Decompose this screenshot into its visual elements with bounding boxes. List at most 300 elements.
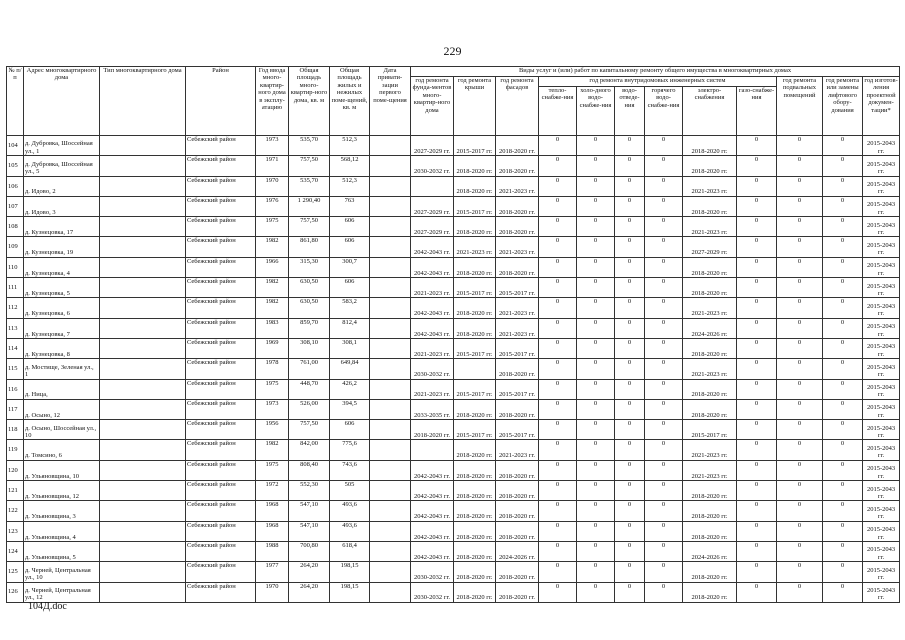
row-electricity: 2018-2020 гг.: [683, 501, 737, 521]
row-elevator: 0: [823, 359, 863, 379]
row-privatization: [370, 156, 411, 176]
row-cold-water: 0: [577, 278, 615, 298]
row-foundation: 2042-2043 гг.: [411, 257, 454, 277]
row-living-area: 583,2: [330, 298, 370, 318]
row-type: [100, 237, 186, 257]
row-foundation: 2027-2029 гг.: [411, 136, 454, 156]
row-total-area: 761,00: [289, 359, 330, 379]
row-facade: 2018-2020 гг.: [496, 136, 539, 156]
row-gas: 0: [737, 338, 777, 358]
row-total-area: 535,70: [289, 136, 330, 156]
row-district: Себежский район: [186, 298, 256, 318]
row-roof: 2018-2020 гг.: [454, 318, 496, 338]
row-elevator: 0: [823, 399, 863, 419]
row-living-area: 606: [330, 420, 370, 440]
row-facade: 2015-2017 гг.: [496, 278, 539, 298]
row-district: Себежский район: [186, 176, 256, 196]
row-basement: 0: [777, 440, 823, 460]
row-elevator: 0: [823, 278, 863, 298]
row-elevator: 0: [823, 298, 863, 318]
row-district: Себежский район: [186, 359, 256, 379]
row-project-docs: 2015-2043 гг.: [863, 440, 900, 460]
row-project-docs: 2015-2043 гг.: [863, 176, 900, 196]
row-year-built: 1975: [256, 460, 289, 480]
row-drainage: 0: [615, 399, 645, 419]
row-basement: 0: [777, 501, 823, 521]
row-type: [100, 562, 186, 582]
header-num: № п/п: [7, 67, 24, 136]
row-number: 109: [7, 237, 24, 257]
row-drainage: 0: [615, 298, 645, 318]
row-address: д. Идово, 2: [24, 176, 100, 196]
row-drainage: 0: [615, 217, 645, 237]
row-electricity: 2027-2029 гг.: [683, 237, 737, 257]
row-facade: 2015-2017 гг.: [496, 420, 539, 440]
row-year-built: 1971: [256, 156, 289, 176]
row-elevator: 0: [823, 257, 863, 277]
row-gas: 0: [737, 521, 777, 541]
row-hot-water: 0: [645, 237, 683, 257]
table-row: [7, 562, 900, 582]
row-heat: 0: [539, 298, 577, 318]
row-heat: 0: [539, 440, 577, 460]
table-row: [7, 156, 900, 176]
row-cold-water: 0: [577, 541, 615, 561]
row-number: 122: [7, 501, 24, 521]
row-foundation: 2021-2023 гг.: [411, 338, 454, 358]
row-type: [100, 582, 186, 602]
page-number: 229: [443, 44, 462, 58]
row-elevator: 0: [823, 156, 863, 176]
row-project-docs: 2015-2043 гг.: [863, 338, 900, 358]
row-address: д. Кузнецовка, 5: [24, 278, 100, 298]
row-privatization: [370, 481, 411, 501]
row-living-area: 505: [330, 481, 370, 501]
row-district: Себежский район: [186, 541, 256, 561]
row-year-built: 1976: [256, 196, 289, 216]
row-district: Себежский район: [186, 136, 256, 156]
row-address: д. Кузнецовка, 17: [24, 217, 100, 237]
row-total-area: 700,80: [289, 541, 330, 561]
row-foundation: 2027-2029 гг.: [411, 196, 454, 216]
row-heat: 0: [539, 521, 577, 541]
row-living-area: 606: [330, 278, 370, 298]
row-year-built: 1970: [256, 582, 289, 602]
row-basement: 0: [777, 359, 823, 379]
row-roof: 2018-2020 гг.: [454, 460, 496, 480]
row-basement: 0: [777, 399, 823, 419]
row-district: Себежский район: [186, 521, 256, 541]
row-foundation: 2042-2043 гг.: [411, 521, 454, 541]
row-basement: 0: [777, 338, 823, 358]
row-gas: 0: [737, 217, 777, 237]
row-living-area: 426,2: [330, 379, 370, 399]
row-gas: 0: [737, 278, 777, 298]
row-basement: 0: [777, 318, 823, 338]
row-total-area: 535,70: [289, 176, 330, 196]
row-roof: 2021-2023 гг.: [454, 237, 496, 257]
row-number: 105: [7, 156, 24, 176]
row-cold-water: 0: [577, 176, 615, 196]
row-total-area: 315,30: [289, 257, 330, 277]
row-facade: 2021-2023 гг.: [496, 237, 539, 257]
row-hot-water: 0: [645, 440, 683, 460]
row-cold-water: 0: [577, 420, 615, 440]
header-privatization: Дата привати-зации первого поме-щения: [370, 67, 411, 136]
header-basement: год ремонта подвальных помещений: [777, 77, 823, 136]
header-drainage: водо-отведе-ния: [615, 87, 645, 136]
row-district: Себежский район: [186, 338, 256, 358]
row-type: [100, 298, 186, 318]
row-drainage: 0: [615, 460, 645, 480]
row-foundation: 2030-2032 гг.: [411, 582, 454, 602]
row-district: Себежский район: [186, 156, 256, 176]
row-facade: 2021-2023 гг.: [496, 318, 539, 338]
row-cold-water: 0: [577, 399, 615, 419]
row-roof: 2015-2017 гг.: [454, 420, 496, 440]
row-roof: 2018-2020 гг.: [454, 156, 496, 176]
table-row: [7, 176, 900, 196]
row-electricity: 2018-2020 гг.: [683, 562, 737, 582]
row-type: [100, 176, 186, 196]
row-elevator: 0: [823, 501, 863, 521]
row-type: [100, 420, 186, 440]
row-roof: [454, 359, 496, 379]
row-living-area: 394,5: [330, 399, 370, 419]
row-basement: 0: [777, 481, 823, 501]
header-hot-water: горячего водо-снабже-ния: [645, 87, 683, 136]
row-drainage: 0: [615, 257, 645, 277]
row-project-docs: 2015-2043 гг.: [863, 521, 900, 541]
row-drainage: 0: [615, 136, 645, 156]
row-roof: 2015-2017 гг.: [454, 379, 496, 399]
row-hot-water: 0: [645, 521, 683, 541]
row-project-docs: 2015-2043 гг.: [863, 156, 900, 176]
row-privatization: [370, 176, 411, 196]
row-privatization: [370, 399, 411, 419]
table-row: [7, 237, 900, 257]
row-living-area: 775,6: [330, 440, 370, 460]
row-total-area: 1 290,40: [289, 196, 330, 216]
row-year-built: 1972: [256, 481, 289, 501]
row-year-built: 1973: [256, 399, 289, 419]
row-cold-water: 0: [577, 501, 615, 521]
row-type: [100, 217, 186, 237]
row-living-area: 512,3: [330, 176, 370, 196]
row-roof: 2015-2017 гг.: [454, 278, 496, 298]
row-privatization: [370, 237, 411, 257]
row-elevator: 0: [823, 521, 863, 541]
row-number: 124: [7, 541, 24, 561]
row-facade: 2024-2026 гг.: [496, 541, 539, 561]
row-heat: 0: [539, 136, 577, 156]
row-year-built: 1968: [256, 501, 289, 521]
row-heat: 0: [539, 481, 577, 501]
row-basement: 0: [777, 420, 823, 440]
row-address: д. Осыно, 12: [24, 399, 100, 419]
row-cold-water: 0: [577, 562, 615, 582]
row-electricity: 2018-2020 гг.: [683, 278, 737, 298]
row-address: д. Ульяновщина, 12: [24, 481, 100, 501]
row-total-area: 757,50: [289, 156, 330, 176]
row-type: [100, 359, 186, 379]
row-facade: 2018-2020 гг.: [496, 582, 539, 602]
row-electricity: 2018-2020 гг.: [683, 481, 737, 501]
row-address: д. Кузнецовка, 6: [24, 298, 100, 318]
row-year-built: 1978: [256, 359, 289, 379]
row-foundation: 2042-2043 гг.: [411, 298, 454, 318]
row-district: Себежский район: [186, 217, 256, 237]
row-heat: 0: [539, 501, 577, 521]
row-privatization: [370, 541, 411, 561]
row-year-built: 1956: [256, 420, 289, 440]
footer-filename: 104Д.doc: [28, 601, 67, 612]
row-gas: 0: [737, 136, 777, 156]
row-number: 116: [7, 379, 24, 399]
table-row: [7, 318, 900, 338]
row-hot-water: 0: [645, 481, 683, 501]
row-year-built: 1968: [256, 521, 289, 541]
row-roof: 2015-2017 гг.: [454, 136, 496, 156]
row-year-built: 1982: [256, 440, 289, 460]
row-project-docs: 2015-2043 гг.: [863, 257, 900, 277]
row-hot-water: 0: [645, 541, 683, 561]
row-number: 120: [7, 460, 24, 480]
row-living-area: 198,15: [330, 562, 370, 582]
row-heat: 0: [539, 379, 577, 399]
row-district: Себежский район: [186, 460, 256, 480]
row-total-area: 757,50: [289, 420, 330, 440]
row-elevator: 0: [823, 379, 863, 399]
row-address: д. Дубровка, Шоссейная ул., 1: [24, 136, 100, 156]
row-type: [100, 156, 186, 176]
row-drainage: 0: [615, 318, 645, 338]
row-basement: 0: [777, 562, 823, 582]
row-foundation: 2042-2043 гг.: [411, 481, 454, 501]
row-cold-water: 0: [577, 460, 615, 480]
header-electricity: электро-снабжения: [683, 87, 737, 136]
row-project-docs: 2015-2043 гг.: [863, 420, 900, 440]
row-type: [100, 379, 186, 399]
row-number: 104: [7, 136, 24, 156]
row-cold-water: 0: [577, 257, 615, 277]
header-roof: год ремонта крыши: [454, 77, 496, 136]
row-project-docs: 2015-2043 гг.: [863, 136, 900, 156]
row-address: д. Мостище, Зеленая ул., 1: [24, 359, 100, 379]
row-privatization: [370, 582, 411, 602]
row-hot-water: 0: [645, 399, 683, 419]
row-hot-water: 0: [645, 460, 683, 480]
row-privatization: [370, 257, 411, 277]
row-gas: 0: [737, 501, 777, 521]
row-gas: 0: [737, 298, 777, 318]
row-basement: 0: [777, 237, 823, 257]
row-electricity: 2015-2017 гг.: [683, 420, 737, 440]
row-gas: 0: [737, 440, 777, 460]
table-row: [7, 338, 900, 358]
row-total-area: 859,70: [289, 318, 330, 338]
row-drainage: 0: [615, 481, 645, 501]
row-privatization: [370, 460, 411, 480]
row-total-area: 308,10: [289, 338, 330, 358]
row-gas: 0: [737, 460, 777, 480]
row-electricity: 2021-2023 гг.: [683, 440, 737, 460]
row-privatization: [370, 217, 411, 237]
row-cold-water: 0: [577, 359, 615, 379]
row-basement: 0: [777, 136, 823, 156]
row-elevator: 0: [823, 541, 863, 561]
row-year-built: 1970: [256, 176, 289, 196]
row-drainage: 0: [615, 338, 645, 358]
row-heat: 0: [539, 582, 577, 602]
row-elevator: 0: [823, 562, 863, 582]
row-year-built: 1973: [256, 136, 289, 156]
row-address: д. Идово, 3: [24, 196, 100, 216]
table-row: [7, 257, 900, 277]
row-drainage: 0: [615, 562, 645, 582]
row-gas: 0: [737, 562, 777, 582]
row-number: 117: [7, 399, 24, 419]
row-hot-water: 0: [645, 582, 683, 602]
row-gas: 0: [737, 582, 777, 602]
row-total-area: 264,20: [289, 562, 330, 582]
row-electricity: 2018-2020 гг.: [683, 196, 737, 216]
row-electricity: 2021-2023 гг.: [683, 460, 737, 480]
capital-repair-table: [6, 66, 900, 603]
row-heat: 0: [539, 176, 577, 196]
row-basement: 0: [777, 582, 823, 602]
row-project-docs: 2015-2043 гг.: [863, 399, 900, 419]
row-project-docs: 2015-2043 гг.: [863, 217, 900, 237]
row-elevator: 0: [823, 176, 863, 196]
row-gas: 0: [737, 481, 777, 501]
row-heat: 0: [539, 196, 577, 216]
row-total-area: 526,00: [289, 399, 330, 419]
row-cold-water: 0: [577, 521, 615, 541]
row-heat: 0: [539, 257, 577, 277]
row-address: д. Ульяновщина, 5: [24, 541, 100, 561]
table-row: [7, 521, 900, 541]
row-electricity: 2021-2023 гг.: [683, 176, 737, 196]
row-basement: 0: [777, 196, 823, 216]
row-drainage: 0: [615, 521, 645, 541]
row-hot-water: 0: [645, 562, 683, 582]
row-foundation: [411, 176, 454, 196]
row-facade: 2018-2020 гг.: [496, 481, 539, 501]
row-type: [100, 278, 186, 298]
row-year-built: 1988: [256, 541, 289, 561]
row-elevator: 0: [823, 338, 863, 358]
row-heat: 0: [539, 156, 577, 176]
row-living-area: 568,12: [330, 156, 370, 176]
row-address: д. Ница,: [24, 379, 100, 399]
row-type: [100, 481, 186, 501]
header-elevator: год ремонта или замены лифтового обору-дования: [823, 77, 863, 136]
row-electricity: 2018-2020 гг.: [683, 379, 737, 399]
row-district: Себежский район: [186, 501, 256, 521]
row-electricity: 2018-2020 гг.: [683, 521, 737, 541]
row-project-docs: 2015-2043 гг.: [863, 501, 900, 521]
header-address: Адрес многоквартирного дома: [24, 67, 100, 136]
row-hot-water: 0: [645, 318, 683, 338]
row-address: д. Кузнецовка, 19: [24, 237, 100, 257]
row-electricity: 2021-2023 гг.: [683, 217, 737, 237]
row-electricity: 2024-2026 гг.: [683, 318, 737, 338]
row-hot-water: 0: [645, 156, 683, 176]
row-hot-water: 0: [645, 379, 683, 399]
row-roof: 2018-2020 гг.: [454, 562, 496, 582]
row-electricity: 2018-2020 гг.: [683, 257, 737, 277]
row-roof: 2018-2020 гг.: [454, 541, 496, 561]
row-total-area: 547,10: [289, 521, 330, 541]
row-roof: 2018-2020 гг.: [454, 501, 496, 521]
row-living-area: 198,15: [330, 582, 370, 602]
row-address: д. Ульяновщина, 4: [24, 521, 100, 541]
row-privatization: [370, 338, 411, 358]
row-facade: 2021-2023 гг.: [496, 298, 539, 318]
row-electricity: 2018-2020 гг.: [683, 156, 737, 176]
row-drainage: 0: [615, 420, 645, 440]
row-number: 111: [7, 278, 24, 298]
row-heat: 0: [539, 541, 577, 561]
table-row: [7, 359, 900, 379]
row-basement: 0: [777, 379, 823, 399]
row-roof: 2015-2017 гг.: [454, 196, 496, 216]
row-total-area: 630,50: [289, 298, 330, 318]
header-gas: газо-снабже-ния: [737, 87, 777, 136]
row-basement: 0: [777, 521, 823, 541]
table-row: [7, 541, 900, 561]
row-cold-water: 0: [577, 298, 615, 318]
row-district: Себежский район: [186, 196, 256, 216]
row-year-built: 1977: [256, 562, 289, 582]
row-privatization: [370, 521, 411, 541]
row-gas: 0: [737, 541, 777, 561]
row-facade: 2018-2020 гг.: [496, 257, 539, 277]
row-total-area: 808,40: [289, 460, 330, 480]
row-privatization: [370, 359, 411, 379]
row-number: 115: [7, 359, 24, 379]
row-foundation: 2030-2032 гг.: [411, 359, 454, 379]
row-elevator: 0: [823, 196, 863, 216]
row-number: 114: [7, 338, 24, 358]
row-year-built: 1975: [256, 379, 289, 399]
row-cold-water: 0: [577, 318, 615, 338]
row-facade: 2018-2020 гг.: [496, 217, 539, 237]
row-number: 118: [7, 420, 24, 440]
table-row: [7, 440, 900, 460]
row-gas: 0: [737, 420, 777, 440]
table-row: [7, 136, 900, 156]
row-total-area: 861,80: [289, 237, 330, 257]
row-foundation: 2021-2023 гг.: [411, 379, 454, 399]
row-basement: 0: [777, 460, 823, 480]
header-engineering: год ремонта внутридомовых инженерных систем: [539, 77, 777, 87]
row-foundation: 2042-2043 гг.: [411, 318, 454, 338]
row-heat: 0: [539, 338, 577, 358]
row-drainage: 0: [615, 582, 645, 602]
row-hot-water: 0: [645, 501, 683, 521]
row-foundation: 2042-2043 гг.: [411, 541, 454, 561]
table-row: [7, 460, 900, 480]
row-number: 113: [7, 318, 24, 338]
row-living-area: 308,1: [330, 338, 370, 358]
row-gas: 0: [737, 379, 777, 399]
row-facade: 2018-2020 гг.: [496, 562, 539, 582]
row-drainage: 0: [615, 176, 645, 196]
row-foundation: 2030-2032 гг.: [411, 562, 454, 582]
row-project-docs: 2015-2043 гг.: [863, 379, 900, 399]
